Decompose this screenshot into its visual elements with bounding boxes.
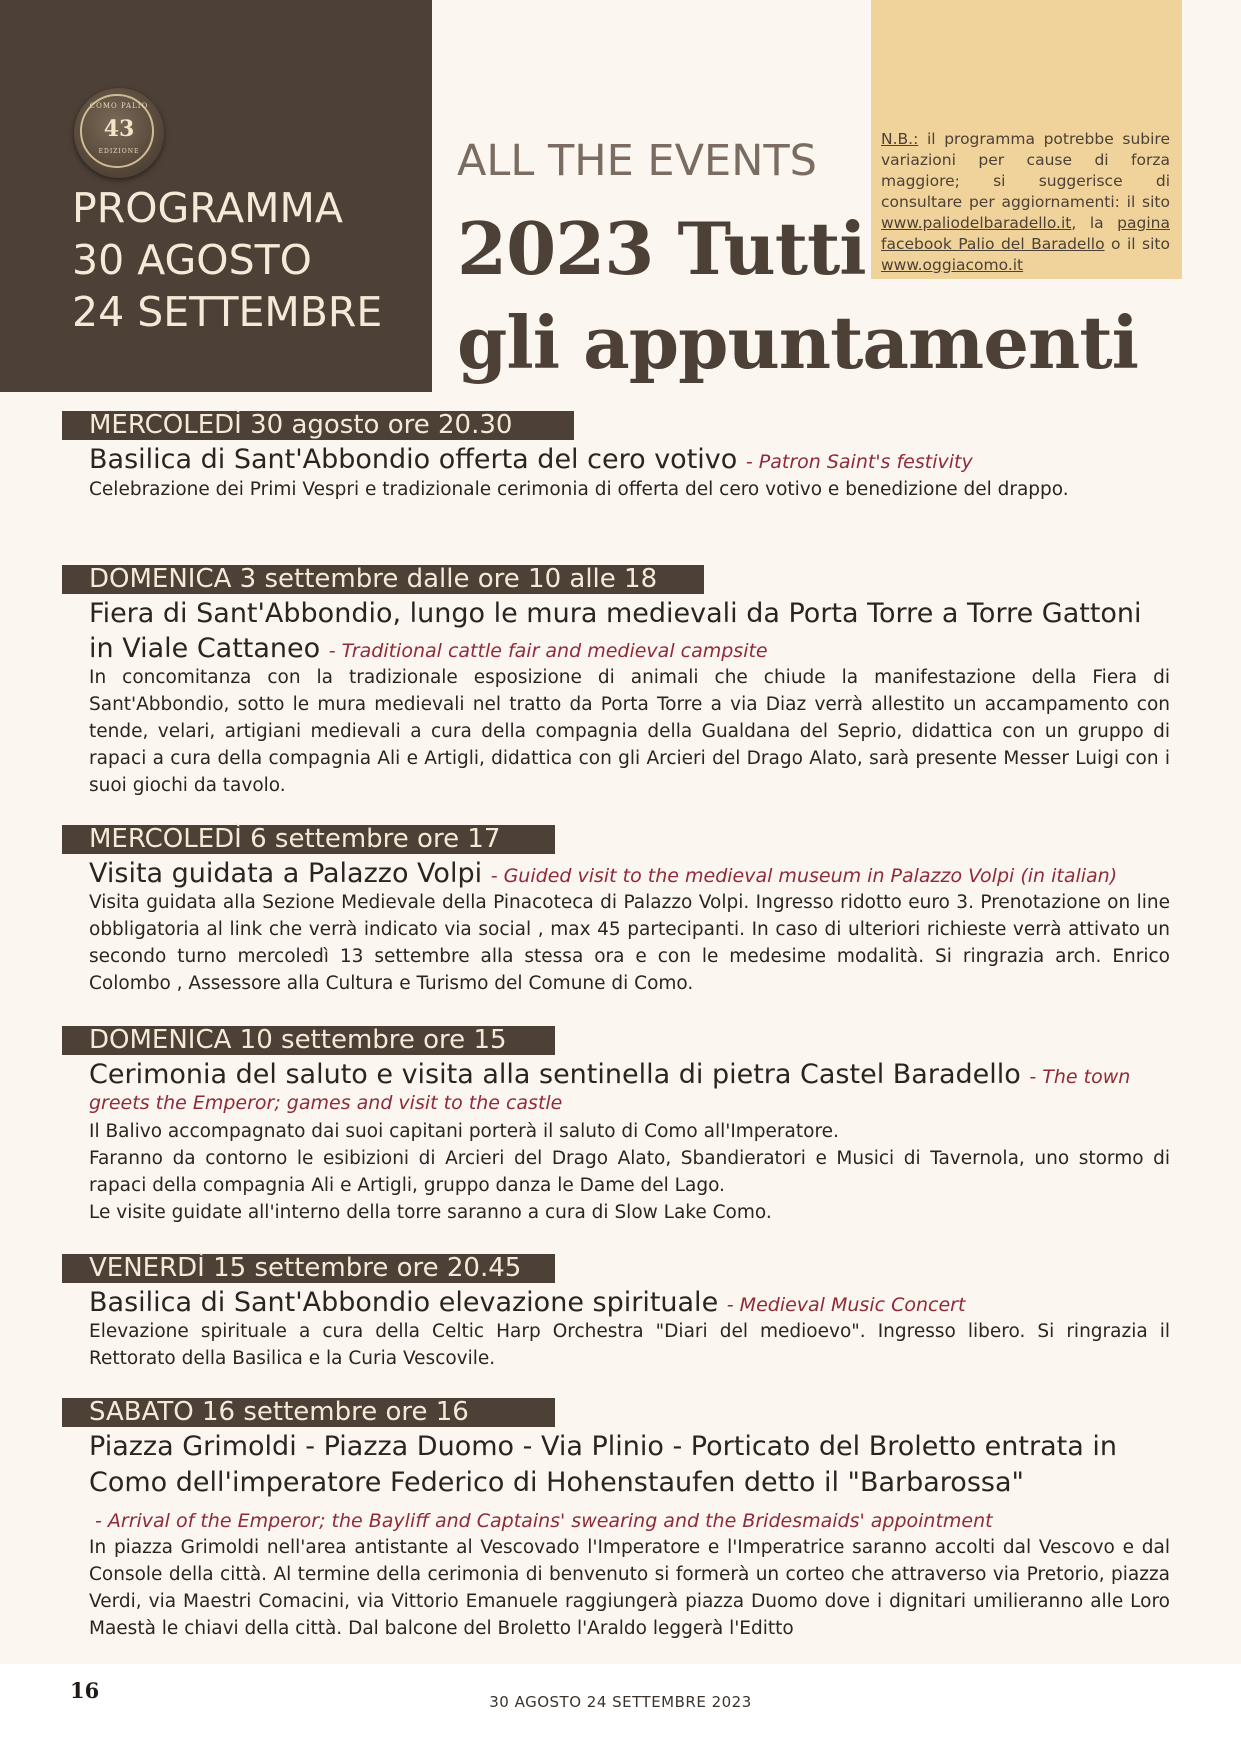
event-paragraph: In concomitanza con la tradizionale esposizione di animali che chiude la manifestazione della Fiera di Sant'Abbondio, sotto le mura medievali nel tratto da Porta Torre a via Diaz verrà allestito un accampamento con tende, velari, artigiani medievali a cura della compagnia della Gualdana del Seprio, didattica con un gruppo di rapaci a cura della compagnia Ali e Artigli, didattica con gli Arcieri del Drago Alato, sarà presente Messer Luigi con i suoi giochi da tavolo.: [89, 667, 1170, 796]
event-title: [89, 1059, 1130, 1090]
programma-end-date: 24 SETTEMBRE: [72, 288, 383, 336]
notice-site-label: il sito: [1126, 193, 1170, 211]
event-paragraph: Elevazione spirituale a cura della Celtic Harp Orchestra "Diari del medioevo". Ingresso libero. Si ringrazia il Rettorato della Basilica e la Curia Vescovile.: [89, 1321, 1170, 1369]
event-title: [89, 1287, 965, 1318]
notice-box: [871, 0, 1182, 279]
event-english-subtitle-continued: greets the Emperor; games and visit to the castle: [89, 1092, 563, 1114]
notice-comma: , la: [1071, 214, 1104, 232]
event-description: [89, 1534, 1170, 1642]
event-english-subtitle: - Arrival of the Emperor; the Bayliff and Captains' swearing and the Bridesmaids' appointment: [95, 1510, 993, 1532]
event-date-bar: DOMENICA 3 settembre dalle ore 10 alle 18: [62, 565, 704, 594]
event-date-bar: MERCOLEDÌ 30 agosto ore 20.30: [62, 411, 574, 440]
page-title-line-1: 2023 Tutti: [457, 206, 866, 291]
event-title-line-2: in Viale Cattaneo: [89, 633, 321, 664]
emblem-number: 43: [103, 116, 135, 142]
event-description: [89, 664, 1170, 799]
event-title-line-1: Fiera di Sant'Abbondio, lungo le mura medievali da Porta Torre a Torre Gattoni: [89, 598, 1142, 629]
event-title: [89, 444, 973, 475]
event-title-text: Cerimonia del saluto e visita alla sentinella di pietra Castel Baradello: [89, 1059, 1021, 1090]
event-description: [89, 889, 1170, 997]
event-paragraph: Celebrazione dei Primi Vespri e tradizionale cerimonia di offerta del cero votivo e benedizione del drappo.: [89, 479, 1069, 500]
event-english-subtitle: - The town: [1029, 1066, 1131, 1088]
nb-label: N.B.:: [881, 130, 919, 148]
palio-emblem-logo: [74, 88, 164, 178]
event-english-subtitle: - Medieval Music Concert: [726, 1294, 966, 1316]
event-description: [89, 1118, 1170, 1226]
notice-text: il programma potrebbe subire variazioni per cause di forza maggiore; si suggerisce di consultare per aggiornamenti:: [881, 130, 1170, 211]
emblem-bottom-text: EDIZIONE: [98, 148, 140, 155]
footer-dates: 30 AGOSTO 24 SETTEMBRE 2023: [489, 1693, 752, 1711]
event-english-subtitle: - Traditional cattle fair and medieval campsite: [328, 640, 768, 662]
event-english-subtitle: - Guided visit to the medieval museum in Palazzo Volpi (in italian): [490, 865, 1118, 887]
notice-or-site: o il sito: [1111, 235, 1170, 253]
event-paragraph: Il Balivo accompagnato dai suoi capitani porterà il saluto di Como all'Imperatore.: [89, 1121, 839, 1142]
event-title: [89, 858, 1117, 889]
link-oggiacomo[interactable]: www.oggiacomo.it: [881, 256, 1024, 274]
emblem-top-text: COMO PALIO: [89, 102, 149, 110]
link-facebook-palio[interactable]: pagina facebook Palio del Baradello: [881, 214, 1170, 253]
event-title-text: Visita guidata a Palazzo Volpi: [89, 858, 483, 889]
page-title-line-2: gli appuntamenti: [457, 300, 1139, 385]
programma-start-date: 30 AGOSTO: [72, 236, 312, 284]
event-description: [89, 476, 1170, 503]
event-paragraph: Le visite guidate all'interno della torre saranno a cura di Slow Lake Como.: [89, 1202, 772, 1223]
event-date-bar: VENERDÌ 15 settembre ore 20.45: [62, 1254, 555, 1283]
event-date-bar: SABATO 16 settembre ore 16: [62, 1398, 555, 1427]
event-title-line-1: Piazza Grimoldi - Piazza Duomo - Via Plinio - Porticato del Broletto entrata in: [89, 1431, 1117, 1462]
programma-label: PROGRAMMA: [72, 184, 343, 232]
event-english-subtitle: - Patron Saint's festivity: [745, 451, 973, 473]
event-title-line-2: Como dell'imperatore Federico di Hohenstaufen detto il "Barbarossa": [89, 1467, 1024, 1498]
event-paragraph: Visita guidata alla Sezione Medievale della Pinacoteca di Palazzo Volpi. Ingresso ridotto euro 3. Prenotazione on line obbligatoria al link che verrà indicato via social , max 45 partecipanti. In caso di ulteriori richieste verrà attivato un secondo turno mercoledì 13 settembre alla stessa ora e con le medesime modalità. Si ringrazia arch. Enrico Colombo , Assessore alla Cultura e Turismo del Comune di Como.: [89, 892, 1170, 994]
event-title-text: Basilica di Sant'Abbondio offerta del cero votivo: [89, 444, 738, 475]
event-title-text: Basilica di Sant'Abbondio elevazione spirituale: [89, 1287, 719, 1318]
subtitle: ALL THE EVENTS: [457, 136, 817, 186]
event-date-bar: DOMENICA 10 settembre ore 15: [62, 1026, 555, 1055]
event-title: [89, 633, 768, 664]
event-paragraph: Faranno da contorno le esibizioni di Arcieri del Drago Alato, Sbandieratori e Musici di Tavernola, uno stormo di rapaci della compagnia Ali e Artigli, gruppo danza le Dame del Lago.: [89, 1148, 1170, 1196]
event-date-bar: MERCOLEDÌ 6 settembre ore 17: [62, 825, 555, 854]
page-number: 16: [70, 1678, 100, 1703]
event-paragraph: In piazza Grimoldi nell'area antistante al Vescovado l'Imperatore e l'Imperatrice saranno accolti dal Vescovo e dal Console della città. Al termine della cerimonia di benvenuto si formerà un corteo che attraverso via Pretorio, piazza Verdi, via Maestri Comacini, via Vittorio Emanuele raggiungerà piazza Duomo dove i dignitari umilieranno alle Loro Maestà le chiavi della città. Dal balcone del Broletto l'Araldo leggerà l'Editto: [89, 1537, 1170, 1639]
event-description: [89, 1318, 1170, 1372]
link-paliodelbaradello[interactable]: www.paliodelbaradello.it: [881, 214, 1072, 232]
